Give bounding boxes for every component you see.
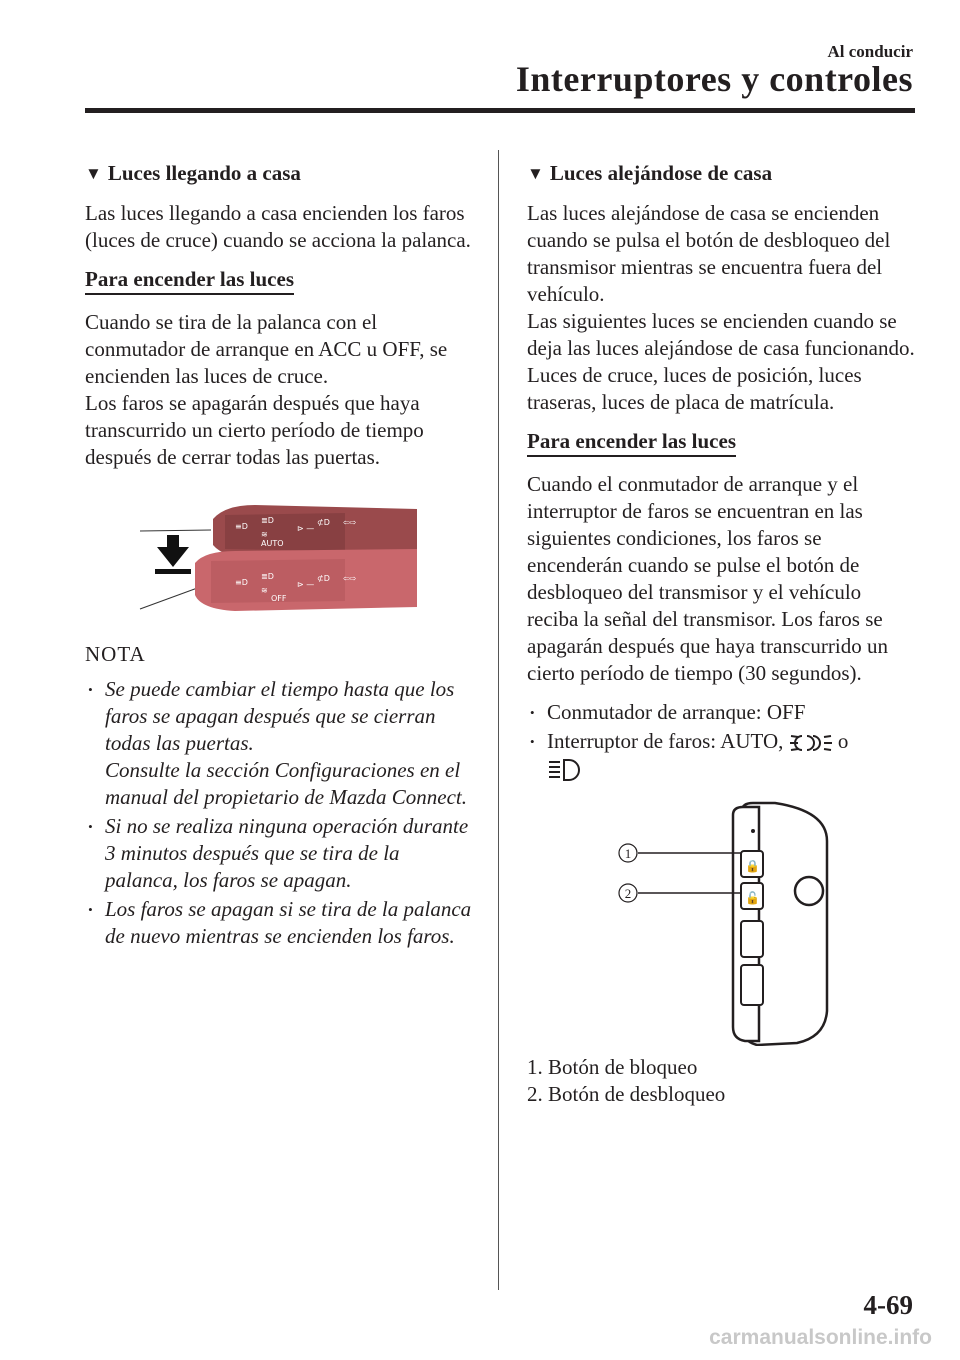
- stalk-label-off: OFF: [271, 594, 287, 603]
- svg-text:≣D: ≣D: [261, 572, 274, 581]
- legend-item: 2. Botón de desbloqueo: [527, 1082, 726, 1107]
- section-label: Al conducir: [827, 42, 913, 61]
- svg-text:⇦⇨: ⇦⇨: [343, 574, 357, 583]
- condition-paragraph: Cuando el conmutador de arranque y el interruptor de faros se encuentran en las siguientes condiciones, los faros se encenderán cuando se pulse el botón de desbloqueo del transmisor y el vehículo reciba la señal del transmisor. Los faros se apagarán después que haya transcurrido un cierto período de tiempo (30 segundos).: [527, 472, 888, 685]
- key-fob-illustration: [527, 801, 917, 1046]
- triangle-marker-icon: ▼: [85, 164, 102, 183]
- body-paragraph: Luces de cruce, luces de posición, luces traseras, luces de placa de matrícula.: [527, 363, 862, 414]
- condition-item: • Conmutador de arranque: OFF: [527, 699, 917, 726]
- body-paragraph: Cuando se tira de la palanca con el conmutador de arranque en ACC u OFF, se encienden las luces de cruce.: [85, 310, 448, 388]
- svg-text:≡D: ≡D: [235, 578, 248, 587]
- condition-item: • Interruptor de faros: AUTO, o: [527, 728, 917, 783]
- heading-luces-llegando: ▼ Luces llegando a casa: [85, 161, 301, 185]
- lever-illustration: [85, 501, 475, 613]
- lever-figure: [85, 501, 475, 613]
- figure-legend: [527, 1054, 917, 1108]
- svg-text:⇦⇨: ⇦⇨: [343, 518, 357, 527]
- svg-text:≋: ≋: [261, 530, 268, 539]
- callout-2: 2: [624, 886, 632, 902]
- svg-text:⊳ —: ⊳ —: [297, 524, 315, 533]
- pull-arrow-icon: [157, 535, 189, 567]
- column-divider: [498, 150, 499, 1290]
- lock-icon: 🔒: [745, 859, 760, 874]
- page-title: Interruptores y controles: [515, 59, 913, 99]
- note-item: • Los faros se apagan si se tira de la palanca de nuevo mientras se encienden los faros.: [85, 896, 475, 950]
- key-fob-figure: [527, 801, 917, 1046]
- svg-text:⊳ —: ⊳ —: [297, 580, 315, 589]
- note-item: • Si no se realiza ninguna operación durante 3 minutos después que se tira de la palanca, los faros se apagan.: [85, 813, 475, 894]
- note-title: NOTA: [85, 642, 146, 666]
- legend-item: 1. Botón de bloqueo: [527, 1055, 698, 1080]
- unlock-icon: 🔓: [745, 891, 760, 906]
- body-paragraph: Las luces alejándose de casa se encienden cuando se pulsa el botón de desbloqueo del transmisor mientras se encuentra fuera del vehículo.: [527, 201, 891, 306]
- callout-1: 1: [624, 846, 632, 862]
- page-number: 4-69: [863, 1290, 913, 1320]
- watermark: carmanualsonline.info: [709, 1326, 932, 1349]
- intro-paragraph: Las luces llegando a casa encienden los faros (luces de cruce) cuando se acciona la palanca.: [85, 201, 471, 252]
- left-column: [85, 158, 475, 952]
- body-paragraph: Las siguientes luces se encienden cuando se deja las luces alejándose de casa funcionando.: [527, 309, 915, 360]
- svg-text:≡D: ≡D: [235, 522, 248, 531]
- right-column: [527, 158, 917, 1108]
- note-list: [85, 676, 475, 950]
- svg-text:⊄D: ⊄D: [317, 518, 330, 527]
- svg-text:≣D: ≣D: [261, 516, 274, 525]
- stalk-label-auto: AUTO: [261, 539, 284, 548]
- triangle-marker-icon: ▼: [527, 164, 544, 183]
- header-rule: [85, 108, 915, 113]
- condition-list: [527, 699, 917, 783]
- body-paragraph: Los faros se apagarán después que haya transcurrido un cierto período de tiempo después de cerrar todas las puertas.: [85, 391, 424, 469]
- headlight-icon: [547, 757, 585, 783]
- heading-luces-alejandose: ▼ Luces alejándose de casa: [527, 161, 773, 185]
- svg-text:⊄D: ⊄D: [317, 574, 330, 583]
- svg-text:≋: ≋: [261, 586, 268, 595]
- subheading-encender: Para encender las luces: [85, 266, 294, 295]
- subheading-encender: Para encender las luces: [527, 428, 736, 457]
- position-lights-icon: [789, 732, 833, 754]
- note-item: • Se puede cambiar el tiempo hasta que los faros se apagan después que se cierran todas las puertas. Consulte la sección Configuraciones en el manual del propietario de Mazda Connect.: [85, 676, 475, 811]
